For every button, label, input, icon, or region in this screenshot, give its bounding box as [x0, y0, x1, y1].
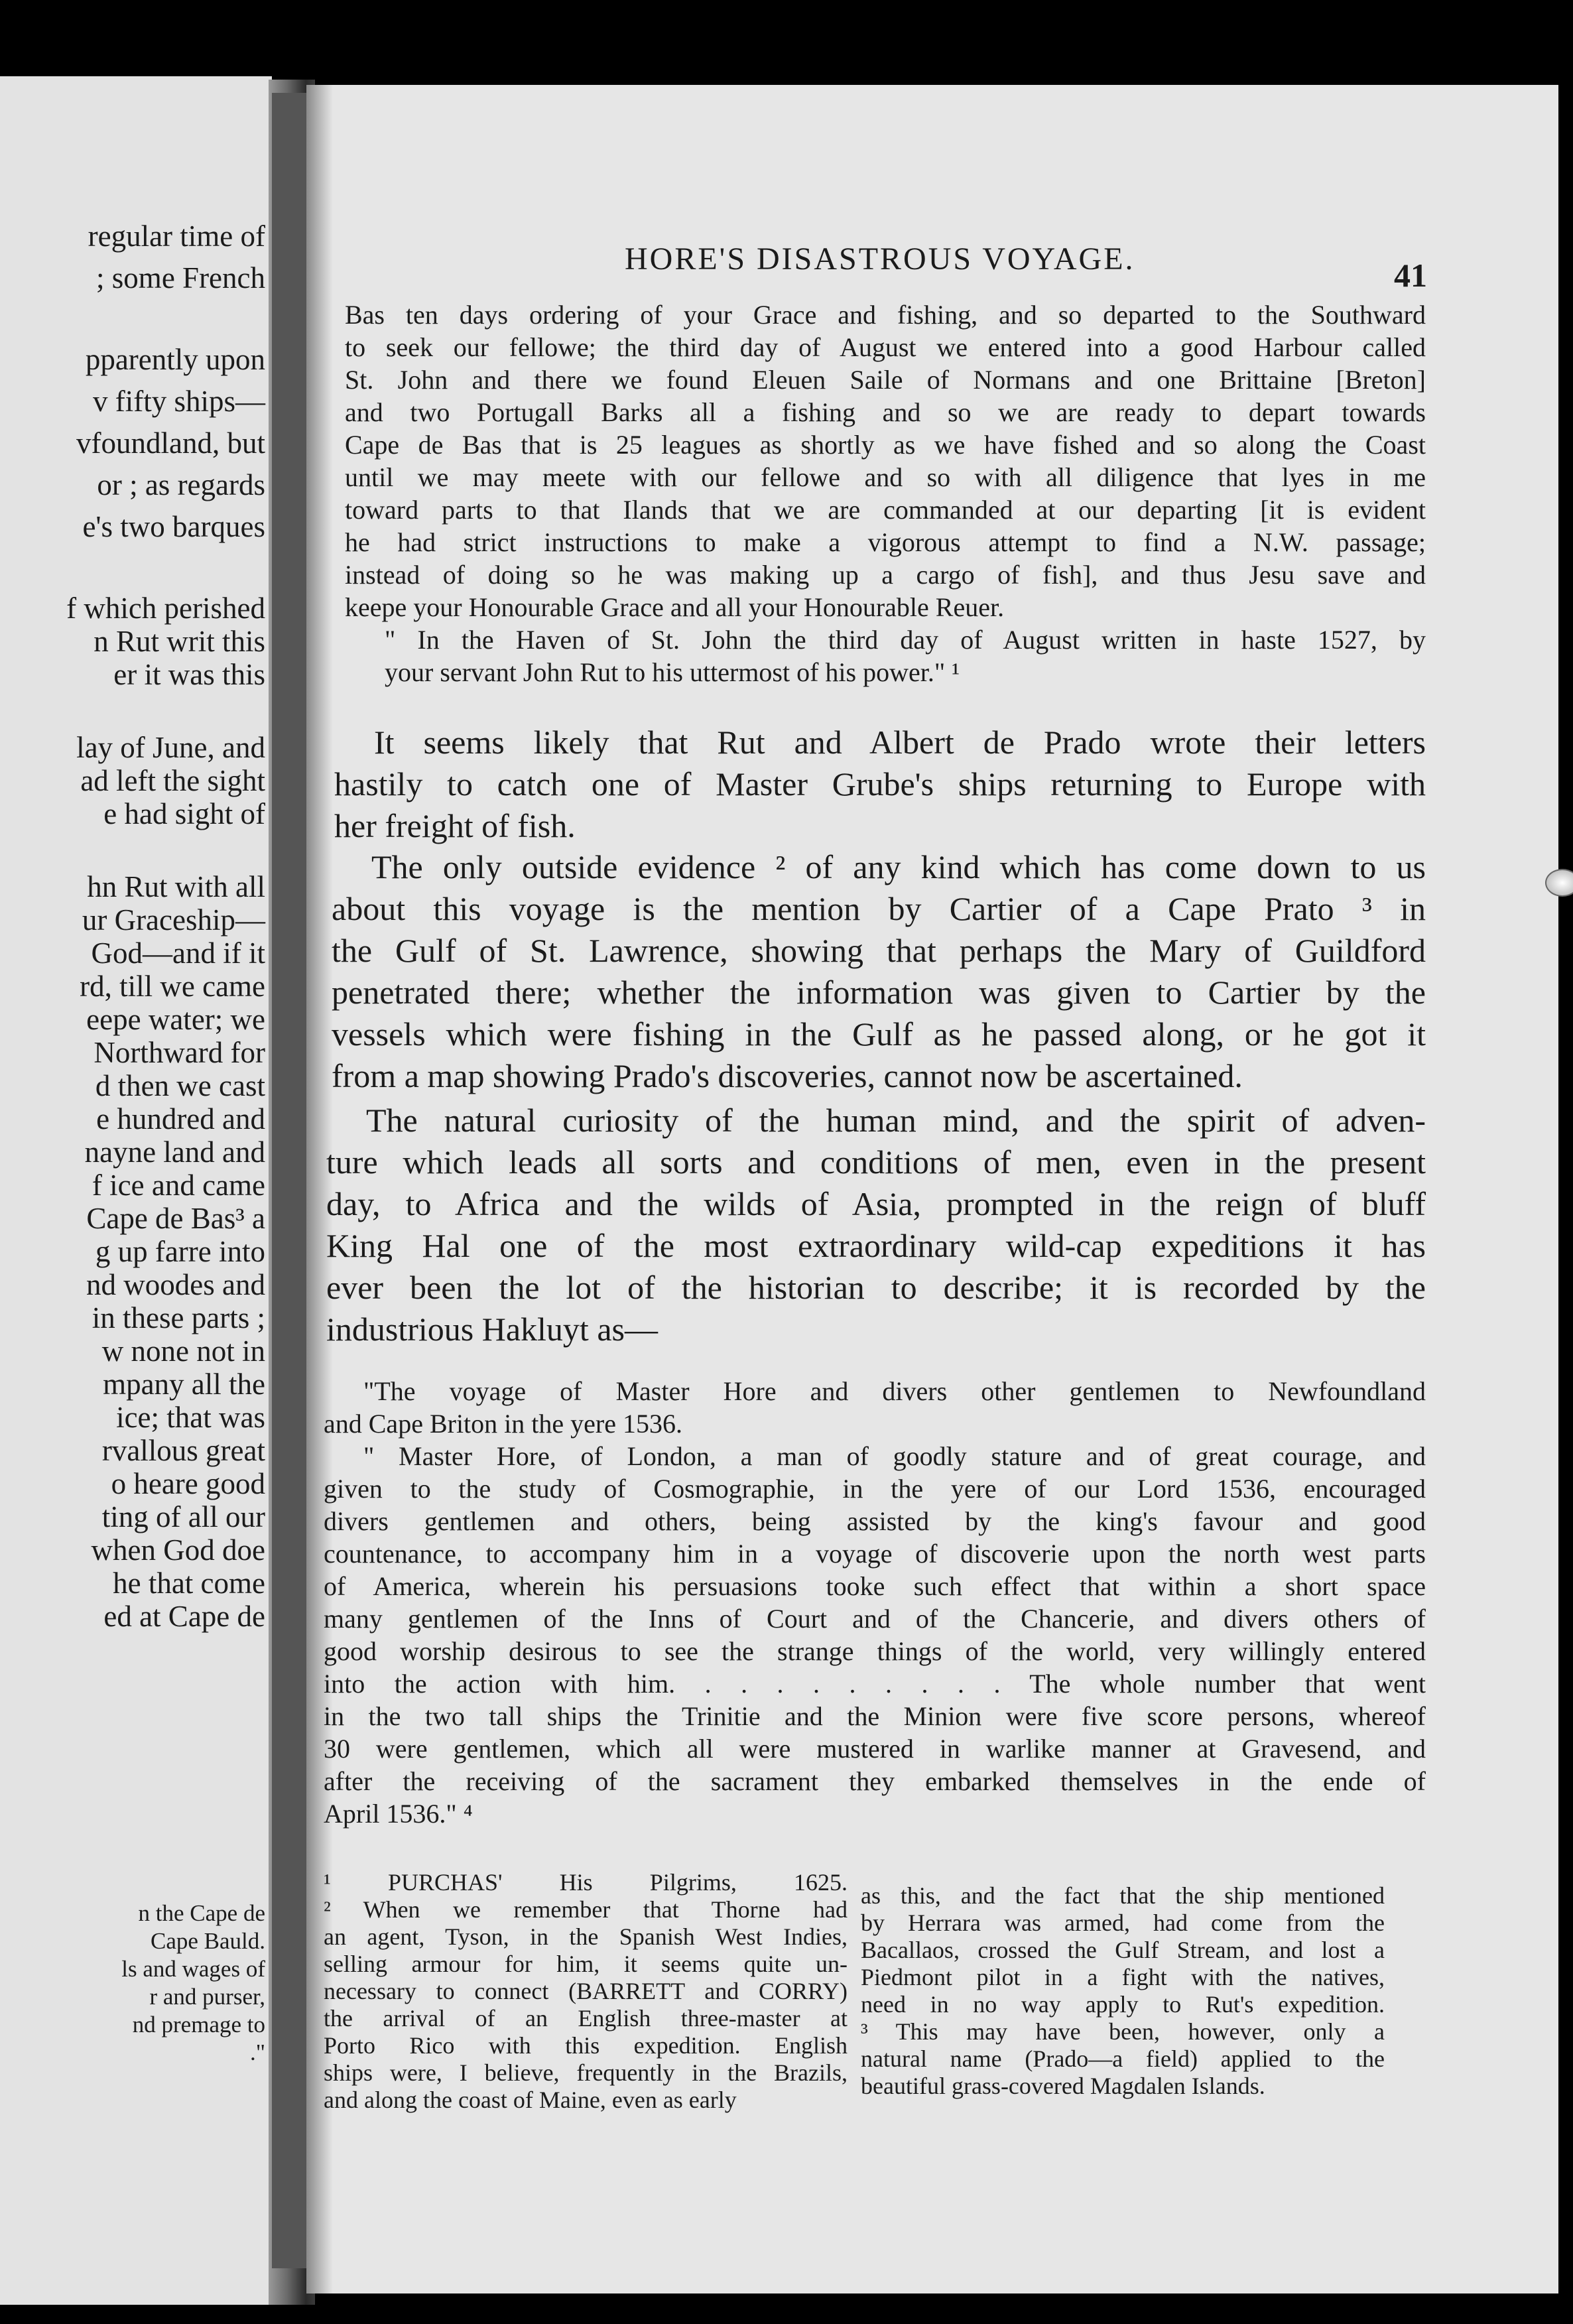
quote-line: he had strict instructions to make a vigorous attempt to find a N.W. passage; — [345, 527, 1426, 557]
left-page-note-line: ls and wages of — [121, 1956, 265, 1982]
hakluyt-quote — [324, 1375, 1426, 1830]
left-page-line: Northward for — [94, 1036, 265, 1069]
left-page-line: in these parts ; — [92, 1301, 265, 1334]
left-page-line: or ; as regards — [97, 468, 265, 501]
quote-line: and Cape Briton in the yere 1536. — [324, 1409, 682, 1439]
footnote-line: as this, and the fact that the ship mentioned — [861, 1882, 1385, 1909]
quote-line: Cape de Bas that is 25 leagues as shortly as we have fished and so along the Coast — [345, 430, 1426, 460]
body-line: The natural curiosity of the human mind, and the spirit of adven- — [366, 1102, 1426, 1139]
left-page-line: w none not in — [101, 1334, 265, 1368]
left-page-line: pparently upon — [85, 343, 265, 376]
quote-line: Bas ten days ordering of your Grace and fishing, and so departed to the Southward — [345, 300, 1426, 330]
page-number: 41 — [1394, 257, 1427, 294]
quote-line: to seek our fellowe; the third day of August we entered into a good Harbour called — [345, 332, 1426, 362]
letter-quote — [345, 298, 1426, 688]
body-line: day, to Africa and the wilds of Asia, prompted in the reign of bluff — [326, 1185, 1426, 1222]
left-page-line: regular time of — [88, 220, 265, 253]
body-line: vessels which were fishing in the Gulf as he passed along, or he got it — [332, 1015, 1426, 1053]
left-page-line: o heare good — [111, 1467, 265, 1500]
quote-line: of America, wherein his persuasions tooke such effect that within a short space — [324, 1571, 1426, 1601]
left-page-line: lay of June, and — [76, 731, 265, 764]
quote-line: toward parts to that Ilands that we are commanded at our departing [it is evident — [345, 495, 1426, 525]
left-page-line: e hundred and — [96, 1102, 265, 1135]
footnote-line: an agent, Tyson, in the Spanish West Indies, — [324, 1923, 848, 1950]
left-page-line: v fifty ships— — [92, 385, 265, 418]
footnote-line: and along the coast of Maine, even as early — [324, 2087, 737, 2113]
left-page-line: f which perished — [66, 592, 265, 625]
left-page-line: ed at Cape de — [103, 1600, 265, 1633]
running-head: HORE'S DISASTROUS VOYAGE. — [625, 241, 1135, 277]
left-page-line: f ice and came — [92, 1169, 265, 1202]
footnote-line: need in no way apply to Rut's expedition. — [861, 1991, 1385, 2018]
left-page-line: eepe water; we — [86, 1003, 265, 1036]
left-page-line: e had sight of — [103, 797, 265, 830]
footnote-line: beautiful grass-covered Magdalen Islands. — [861, 2073, 1265, 2099]
footnote-line: Piedmont pilot in a fight with the natives, — [861, 1964, 1385, 1990]
left-page-note-line: n the Cape de — [138, 1900, 265, 1926]
body-line: the Gulf of St. Lawrence, showing that perhaps the Mary of Guildford — [332, 932, 1426, 969]
left-page-line: rvallous great — [101, 1434, 265, 1467]
quote-line: instead of doing so he was making up a cargo of fish], and thus Jesu save and — [345, 560, 1426, 590]
quote-line: given to the study of Cosmographie, in the yere of our Lord 1536, encouraged — [324, 1474, 1426, 1504]
footnote-line: Bacallaos, crossed the Gulf Stream, and lost a — [861, 1937, 1385, 1963]
left-page-line: d then we cast — [95, 1069, 265, 1102]
body-line: King Hal one of the most extraordinary wild-cap expeditions it has — [326, 1227, 1426, 1264]
footnote-line: Porto Rico with this expedition. English — [324, 2032, 848, 2059]
quote-line: April 1536." ⁴ — [324, 1799, 473, 1829]
left-page-line: vfoundland, but — [76, 426, 265, 460]
left-page-line: ting of all our — [101, 1500, 265, 1533]
quote-line: and two Portugall Barks all a fishing and so we are ready to depart towards — [345, 397, 1426, 427]
left-page-line: God—and if it — [91, 936, 265, 970]
left-page-note-line: ." — [249, 2039, 265, 2065]
footnote-line: ² When we remember that Thorne had — [324, 1896, 848, 1923]
quote-line: divers gentlemen and others, being assisted by the king's favour and good — [324, 1506, 1426, 1536]
left-page-line: er it was this — [113, 658, 265, 691]
left-page-line: rd, till we came — [80, 970, 265, 1003]
quote-line: St. John and there we found Eleuen Saile of Normans and one Brittaine [Breton] — [345, 365, 1426, 395]
paragraph-2 — [332, 846, 1426, 1097]
body-line: hastily to catch one of Master Grube's ships returning to Europe with — [334, 765, 1426, 803]
quote-line: in the two tall ships the Trinitie and the Minion were five score persons, whereof — [324, 1701, 1426, 1731]
left-page-line: e's two barques — [82, 510, 265, 543]
quote-line: many gentlemen of the Inns of Court and of the Chancerie, and divers others of — [324, 1604, 1426, 1634]
left-page-line: ur Graceship— — [82, 903, 265, 936]
body-line: from a map showing Prado's discoveries, cannot now be ascertained. — [332, 1057, 1243, 1094]
left-page-line: ice; that was — [116, 1401, 265, 1434]
footnotes-right-column — [861, 1882, 1385, 2100]
body-line: about this voyage is the mention by Cartier of a Cape Prato ³ in — [332, 890, 1426, 927]
left-page-line: ; some French — [96, 261, 265, 294]
body-line: penetrated there; whether the information was given to Cartier by the — [332, 974, 1426, 1011]
footnote-line: natural name (Prado—a field) applied to the — [861, 2045, 1385, 2072]
footnote-line: by Herrara was armed, had come from the — [861, 1909, 1385, 1936]
quote-line: 30 were gentlemen, which all were mustered in warlike manner at Gravesend, and — [324, 1734, 1426, 1764]
body-line: The only outside evidence ² of any kind which has come down to us — [371, 848, 1426, 885]
quote-line: " Master Hore, of London, a man of goodly stature and of great courage, and — [363, 1441, 1426, 1471]
left-page-line: mpany all the — [103, 1368, 265, 1401]
left-page-line: n Rut writ this — [94, 625, 265, 658]
footnote-line: ships were, I believe, frequently in the Brazils, — [324, 2059, 848, 2086]
left-page-line: he that come — [113, 1567, 265, 1600]
body-line: ture which leads all sorts and conditions of men, even in the present — [326, 1143, 1426, 1181]
right-page — [306, 85, 1558, 2293]
footnote-line: selling armour for him, it seems quite un- — [324, 1951, 848, 1977]
quote-line: " In the Haven of St. John the third day of August written in haste 1527, by — [385, 625, 1426, 655]
body-line: her freight of fish. — [334, 807, 576, 844]
paragraph-1 — [334, 722, 1426, 847]
quote-line: countenance, to accompany him in a voyage of discoverie upon the north west parts — [324, 1539, 1426, 1569]
quote-line: until we may meete with our fellowe and so with all diligence that lyes in me — [345, 462, 1426, 492]
left-page-line: g up farre into — [95, 1235, 265, 1268]
body-line: industrious Hakluyt as— — [326, 1311, 658, 1348]
footnotes-left-column — [324, 1869, 848, 2114]
left-page-note-line: r and purser, — [149, 1984, 265, 2010]
gutter — [272, 93, 310, 2268]
left-page-note-line: Cape Bauld. — [150, 1928, 265, 1954]
paragraph-3 — [326, 1100, 1426, 1350]
left-page-line: nayne land and — [84, 1135, 265, 1169]
quote-line: good worship desirous to see the strange things of the world, very willingly entered — [324, 1636, 1426, 1666]
left-page-fragment — [0, 76, 272, 2305]
footnote-line: the arrival of an English three-master at — [324, 2005, 848, 2032]
body-line: ever been the lot of the historian to describe; it is recorded by the — [326, 1269, 1426, 1306]
quote-line: after the receiving of the sacrament they embarked themselves in the ende of — [324, 1766, 1426, 1796]
quote-line: "The voyage of Master Hore and divers other gentlemen to Newfoundland — [363, 1376, 1426, 1406]
quote-line: your servant John Rut to his uttermost of his power." ¹ — [385, 657, 960, 687]
left-page-line: ad left the sight — [80, 764, 265, 797]
left-page-note-line: nd premage to — [132, 2012, 265, 2037]
footnote-line: ³ This may have been, however, only a — [861, 2018, 1385, 2045]
footnote-line: necessary to connect (BARRETT and CORRY) — [324, 1978, 848, 2004]
left-page-line: nd woodes and — [86, 1268, 265, 1301]
footnote-line: ¹ PURCHAS' His Pilgrims, 1625. — [324, 1869, 848, 1896]
left-page-line: hn Rut with all — [87, 870, 265, 903]
quote-line: keepe your Honourable Grace and all your Honourable Reuer. — [345, 592, 1005, 622]
body-line: It seems likely that Rut and Albert de Prado wrote their letters — [374, 724, 1426, 761]
quote-line: into the action with him. . . . . . . . . . The whole number that went — [324, 1669, 1426, 1699]
left-page-line: when God doe — [91, 1533, 265, 1567]
left-page-line: Cape de Bas³ a — [86, 1202, 265, 1235]
